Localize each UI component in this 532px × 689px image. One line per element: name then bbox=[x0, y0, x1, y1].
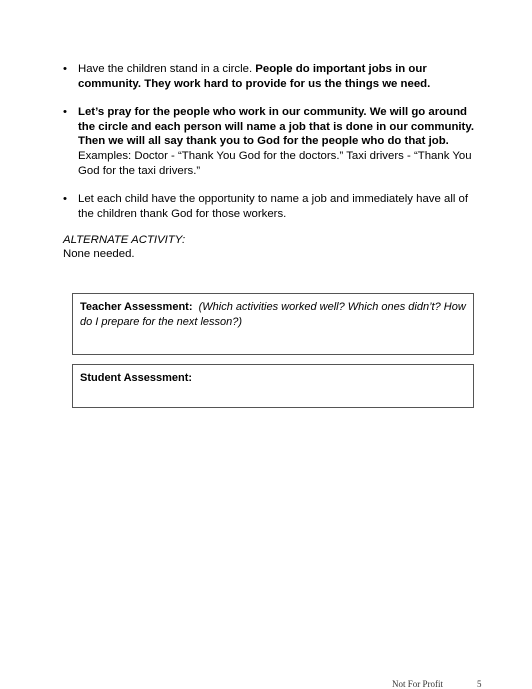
instruction-text: Examples: Doctor - “Thank You God for the doctors.” Taxi drivers - “Thank You God for the taxi drivers.” bbox=[78, 149, 472, 177]
instruction-text: Let each child have the opportunity to name a job and immediately have all of the children thank God for those workers. bbox=[78, 193, 469, 220]
instruction-item bbox=[63, 192, 483, 221]
bullet-marker: • bbox=[63, 63, 67, 75]
student-assessment-box[interactable] bbox=[72, 364, 474, 408]
student-assessment-label: Student Assessment: bbox=[80, 372, 193, 384]
instruction-text: Have the children stand in a circle. bbox=[78, 63, 256, 75]
footer-text: Not For Profit bbox=[392, 679, 444, 689]
instruction-item bbox=[63, 62, 483, 91]
page-number: 5 bbox=[477, 679, 482, 689]
alternate-activity bbox=[63, 233, 185, 261]
bullet-marker: • bbox=[63, 106, 67, 119]
alternate-activity-text: None needed. bbox=[63, 248, 135, 260]
teacher-assessment-box[interactable] bbox=[72, 293, 474, 355]
instruction-bold-text: People do important jobs in our community. They work hard to provide for us the things we need. bbox=[78, 63, 431, 90]
alternate-activity-heading: ALTERNATE ACTIVITY: bbox=[63, 234, 186, 246]
instruction-item bbox=[63, 105, 483, 178]
activity-instructions bbox=[63, 62, 483, 235]
instruction-bold-text: Let’s pray for the people who work in our community. We will go around the circle and each person will name a job that is done in our community. Then we will all say thank you to God for the people who do that job. bbox=[78, 106, 475, 148]
teacher-assessment-label: Teacher Assessment: bbox=[80, 301, 193, 313]
teacher-assessment-question: (Which activities worked well? Which ones didn’t? How do I prepare for the next lesson?) bbox=[80, 301, 466, 328]
bullet-marker: • bbox=[63, 193, 67, 206]
